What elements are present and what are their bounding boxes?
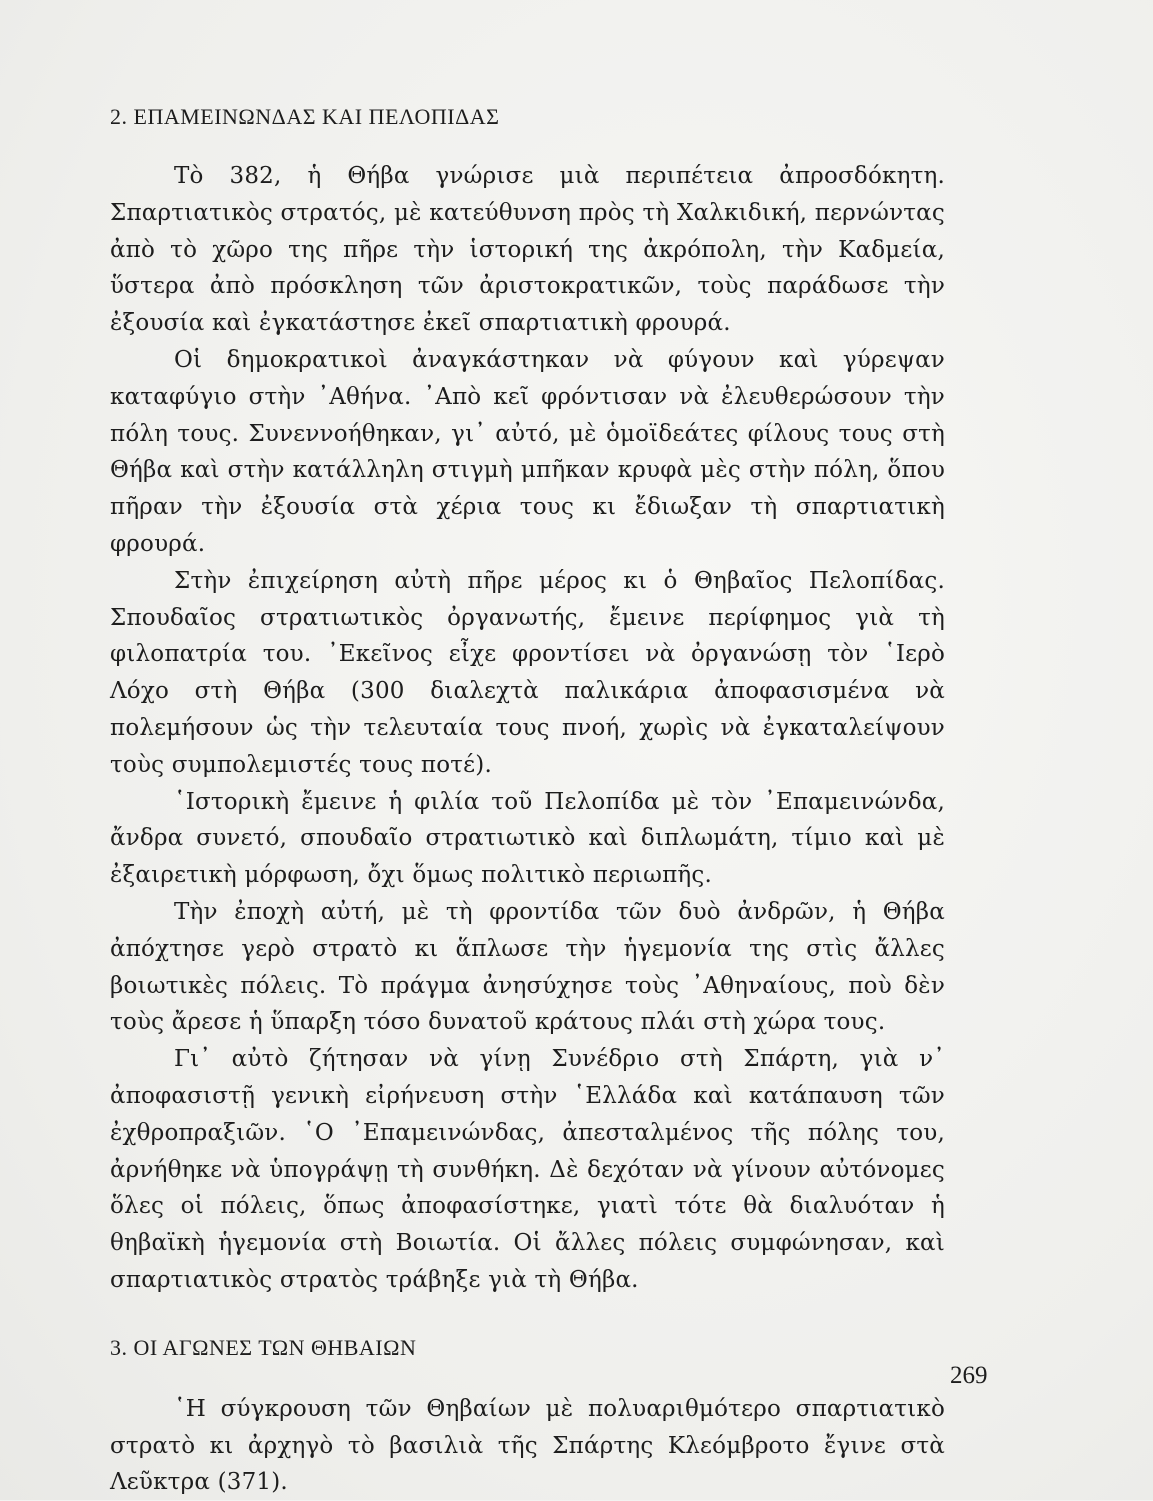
paragraph: Οἱ δημοκρατικοὶ ἀναγκάστηκαν νὰ φύγουν καὶ γύρεψαν καταφύγιο στὴν ᾿Αθήνα. ᾿Απὸ κεῖ φρόντισαν νὰ ἐλευθερώσουν τὴν πόλη τους. Συνεννοήθηκαν, γι᾿ αὐτό, μὲ ὁμοϊδεάτες φίλους τους στὴ Θήβα καὶ στὴν κατάλληλη στιγμὴ μπῆκαν κρυφὰ μὲς στὴν πόλη, ὅπου πῆραν τὴν ἐξουσία στὰ χέρια τους κι ἔδιωξαν τὴ σπαρτιατικὴ φρουρά. bbox=[110, 346, 945, 557]
page-text bbox=[110, 100, 945, 1501]
paragraph: Γι᾿ αὐτὸ ζήτησαν νὰ γίνῃ Συνέδριο στὴ Σπάρτη, γιὰ ν᾿ ἀποφασιστῇ γενικὴ εἰρήνευση στὴν ῾Ελλάδα καὶ κατάπαυση τῶν ἐχθροπραξιῶν. ῾Ο ᾿Επαμεινώνδας, ἀπεσταλμένος τῆς πόλης του, ἀρνήθηκε νὰ ὑπογράψῃ τὴ συνθήκη. Δὲ δεχόταν νὰ γίνουν αὐτόνομες ὅλες οἱ πόλεις, ὅπως ἀποφασίστηκε, γιατὶ τότε θὰ διαλυόταν ἡ θηβαϊκὴ ἡγεμονία στὴ Βοιωτία. Οἱ ἄλλες πόλεις συμφώνησαν, καὶ σπαρτιατικὸς στρατὸς τράβηξε γιὰ τὴ Θήβα. bbox=[110, 1046, 945, 1293]
section-heading-agones: 3. ΟΙ ΑΓΩΝΕΣ ΤΩΝ ΘΗΒΑΙΩΝ bbox=[110, 1334, 417, 1360]
paragraph: ῾Η σύγκρουση τῶν Θηβαίων μὲ πολυαριθμότερο σπαρτιατικὸ στρατὸ κι ἀρχηγὸ τὸ βασιλιὰ τῆς Σπάρτης Κλεόμβροτο ἔγινε στὰ Λεῦκτρα (371). bbox=[110, 1395, 945, 1496]
page-number: 269 bbox=[950, 1362, 988, 1389]
paragraph: Τὸ 382, ἡ Θήβα γνώρισε μιὰ περιπέτεια ἀπροσδόκητη. Σπαρτιατικὸς στρατός, μὲ κατεύθυνση πρὸς τὴ Χαλκιδική, περνώντας ἀπὸ τὸ χῶρο της πῆρε τὴν ἱστορική της ἀκρόπολη, τὴν Καδμεία, ὕστερα ἀπὸ πρόσκληση τῶν ἀριστοκρατικῶν, τοὺς παράδωσε τὴν ἐξουσία καὶ ἐγκατάστησε ἐκεῖ σπαρτιατικὴ φρουρά. bbox=[110, 163, 945, 337]
section-heading-epameinondas: 2. ΕΠΑΜΕΙΝΩΝΔΑΣ ΚΑΙ ΠΕΛΟΠΙΔΑΣ bbox=[110, 104, 500, 129]
paragraph: ῾Ιστορικὴ ἔμεινε ἡ φιλία τοῦ Πελοπίδα μὲ τὸν ᾿Επαμεινώνδα, ἄνδρα συνετό, σπουδαῖο στρατιωτικὸ καὶ διπλωμάτη, τίμιο καὶ μὲ ἐξαιρετικὴ μόρφωση, ὄχι ὅμως πολιτικὸ περιωπῆς. bbox=[110, 788, 945, 889]
paragraph: Στὴν ἐπιχείρηση αὐτὴ πῆρε μέρος κι ὁ Θηβαῖος Πελοπίδας. Σπουδαῖος στρατιωτικὸς ὀργανωτής, ἔμεινε περίφημος γιὰ τὴ φιλοπατρία του. ᾿Εκεῖνος εἶχε φροντίσει νὰ ὀργανώσῃ τὸν ῾Ιερὸ Λόχο στὴ Θήβα (300 διαλεχτὰ παλικάρια ἀποφασισμένα νὰ πολεμήσουν ὡς τὴν τελευταία τους πνοή, χωρὶς νὰ ἐγκαταλείψουν τοὺς συμπολεμιστές τους ποτέ). bbox=[110, 567, 945, 778]
paragraph: Τὴν ἐποχὴ αὐτή, μὲ τὴ φροντίδα τῶν δυὸ ἀνδρῶν, ἡ Θήβα ἀπόχτησε γερὸ στρατὸ κι ἅπλωσε τὴν ἡγεμονία της στὶς ἄλλες βοιωτικὲς πόλεις. Τὸ πράγμα ἀνησύχησε τοὺς ᾿Αθηναίους, ποὺ δὲν τοὺς ἄρεσε ἡ ὕπαρξη τόσο δυνατοῦ κράτους πλάι στὴ χώρα τους. bbox=[110, 898, 945, 1036]
